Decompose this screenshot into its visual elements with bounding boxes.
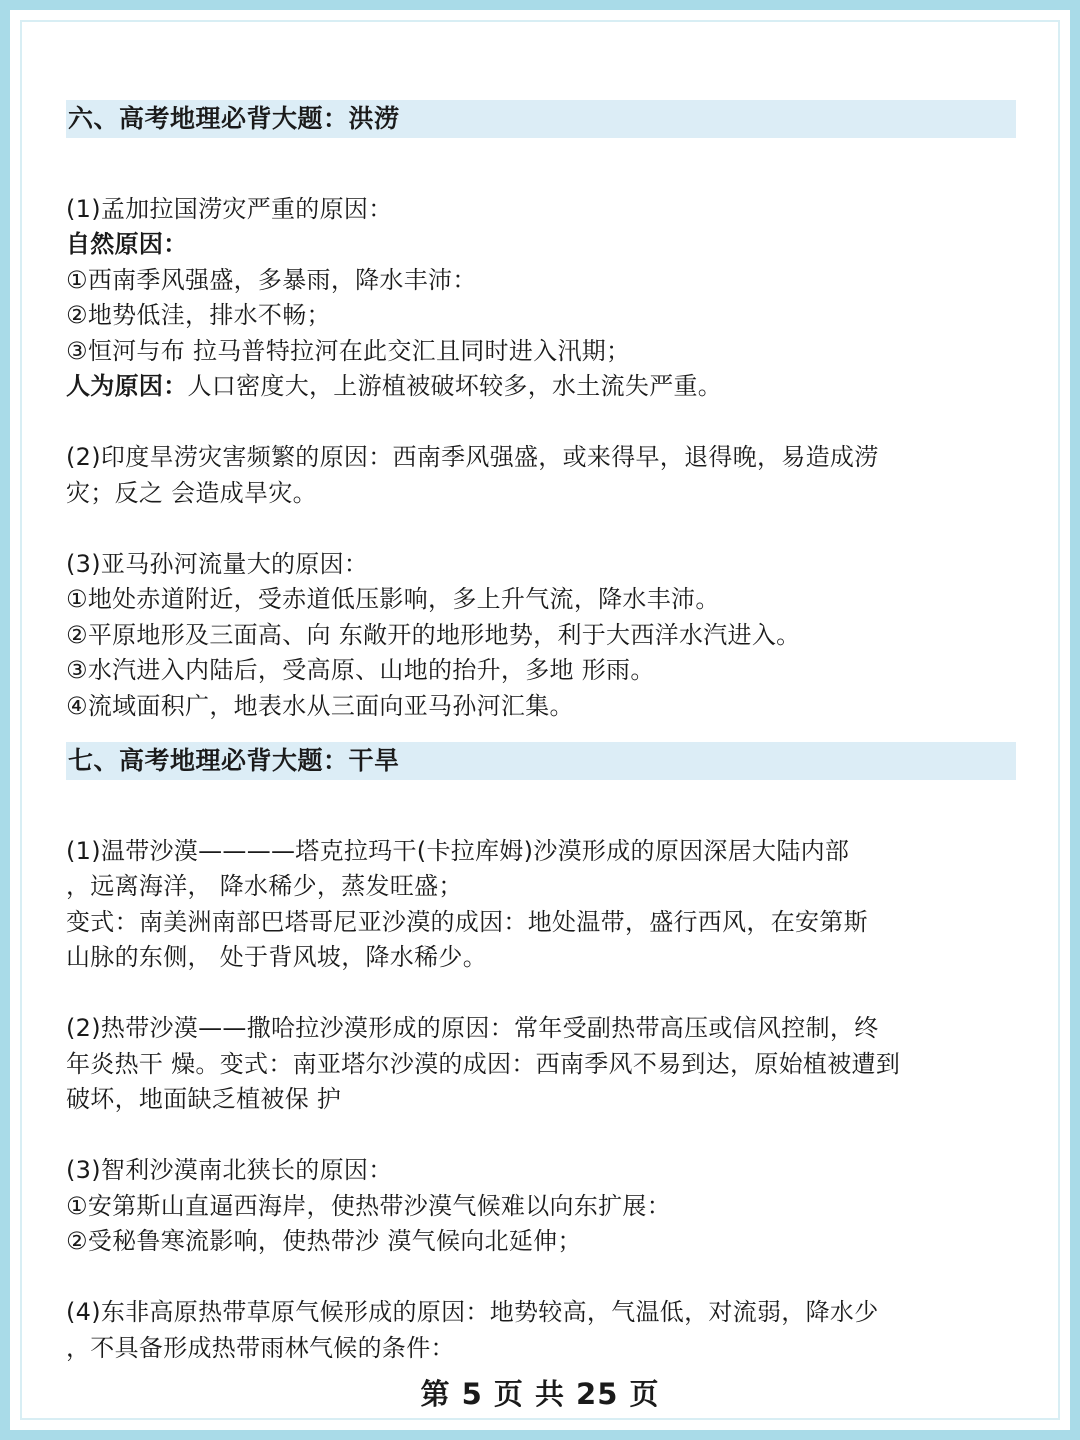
s6-q1-natural-item-2: ②地势低洼，排水不畅；: [66, 301, 331, 329]
s6-q3-item-1: ①地处赤道附近，受赤道低压影响，多上升气流，降水丰沛。: [66, 585, 720, 613]
s7-q1-line-1: (1)温带沙漠————塔克拉玛干(卡拉库姆)沙漠形成的原因深居大陆内部: [66, 836, 850, 865]
s7-q2-line-3: 破坏，地面缺乏植被保 护: [66, 1085, 342, 1113]
s6-q1-natural-item-3: ③恒河与布 拉马普特拉河在此交汇且同时进入汛期；: [66, 336, 631, 365]
s6-q1-human-text: 人口密度大，上游植被破坏较多，水土流失严重。: [187, 372, 723, 400]
s6-q2-line-1: (2)印度旱涝灾害频繁的原因：西南季风强盛，或来得早，退得晚，易造成涝: [66, 443, 879, 471]
s6-q1-human-line: [66, 369, 1016, 405]
s7-q3-item-1: ①安第斯山直逼西海岸，使热带沙漠气候难以向东扩展：: [66, 1191, 672, 1220]
s6-q3-heading: (3)亚马孙河流量大的原因：: [66, 549, 369, 578]
s6-q2-line-2: 灾；反之 会造成旱灾。: [66, 478, 317, 507]
section-7-title: 七、高考地理必背大题：干旱: [66, 742, 1016, 780]
s7-q1-line-4: 山脉的东侧， 处于背风坡，降水稀少。: [66, 943, 488, 971]
s6-q3-item-2: ②平原地形及三面高、向 东敞开的地形地势，利于大西洋水汽进入。: [66, 620, 801, 649]
s7-q4-line-1: (4)东非高原热带草原气候形成的原因：地势较高，气温低，对流弱，降水少: [66, 1298, 879, 1326]
s6-q1-heading: (1)孟加拉国涝灾严重的原因：: [66, 194, 393, 223]
s7-q4-line-2: ，不具备形成热带雨林气候的条件：: [66, 1333, 455, 1362]
section-6-title: 六、高考地理必背大题：洪涝: [66, 100, 1016, 138]
s7-q2-line-2: 年炎热干 燥。变式：南亚塔尔沙漠的成因：西南季风不易到达，原始植被遭到: [66, 1049, 901, 1078]
s7-q2-line-1: (2)热带沙漠——撒哈拉沙漠形成的原因：常年受副热带高压或信风控制，终: [66, 1014, 879, 1042]
s7-q1-line-3: 变式：南美洲南部巴塔哥尼亚沙漠的成因：地处温带，盛行西风，在安第斯: [66, 907, 868, 936]
s6-q1-human-label: 人为原因：: [66, 372, 188, 400]
page-number: 第 5 页 共 25 页: [420, 1377, 660, 1411]
s7-q1-line-2: ，远离海洋， 降水稀少，蒸发旺盛；: [66, 872, 463, 900]
s6-q1-natural-item-1: ①西南季风强盛，多暴雨，降水丰沛：: [66, 265, 477, 294]
s6-q3-item-4: ④流域面积广，地表水从三面向亚马孙河汇集。: [66, 691, 574, 720]
s7-q3-heading: (3)智利沙漠南北狭长的原因：: [66, 1156, 393, 1184]
document-body: [66, 100, 1016, 1366]
s7-q3-item-2: ②受秘鲁寒流影响，使热带沙 漠气候向北延伸；: [66, 1227, 582, 1255]
s6-q3-item-3: ③水汽进入内陆后，受高原、山地的抬升，多地 形雨。: [66, 656, 655, 684]
s6-q1-natural-label: 自然原因：: [66, 230, 188, 258]
